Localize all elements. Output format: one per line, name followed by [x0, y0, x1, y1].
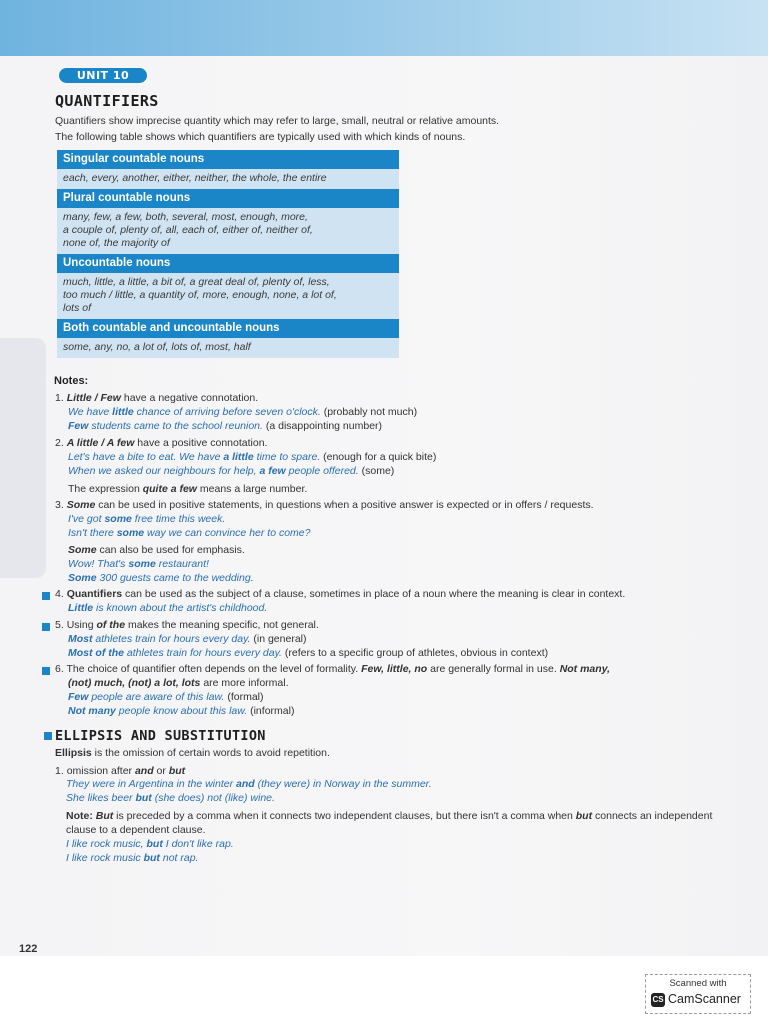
note-text: Using [66, 619, 97, 631]
note-term: Some [68, 544, 97, 556]
example-text: When we asked our neighbours for help, [68, 465, 260, 477]
note-3 [55, 499, 594, 512]
ellipsis-item-1 [55, 765, 185, 778]
note-text: can be used as the subject of a clause, sometimes in place of a noun where the meaning is clear in context. [125, 588, 626, 600]
section-term: but [168, 765, 186, 777]
example-keyword: Some [68, 572, 97, 584]
example-text: I like rock music [66, 852, 144, 864]
example-line [68, 406, 417, 419]
table-cell-line: much, little, a little, a bit of, a great deal of, plenty of, less, [63, 276, 330, 288]
example-keyword: Few [68, 691, 89, 703]
example-line [66, 838, 234, 851]
note-4 [55, 588, 625, 601]
note-label: Note: [66, 810, 96, 822]
note-number: 1. [55, 765, 64, 777]
example-keyword: a little [223, 451, 254, 463]
example-gloss: (probably not much) [320, 406, 418, 418]
example-line [68, 527, 310, 540]
example-gloss: (formal) [224, 691, 264, 703]
note-term: Not many, [559, 663, 611, 675]
table-cell-line: a couple of, plenty of, all, each of, either of, neither of, [63, 224, 313, 236]
example-text: Let's have a bite to eat. We have [68, 451, 224, 463]
example-gloss: (in general) [250, 633, 307, 645]
example-text: athletes train for hours every day. [92, 633, 251, 645]
note-text: are more informal. [200, 677, 289, 689]
unit-badge: UNIT 10 [59, 68, 147, 83]
note-term: Few, little, no [361, 663, 428, 675]
note-text: makes the meaning specific, not general. [125, 619, 319, 631]
example-text: students came to the school reunion. [88, 420, 263, 432]
note-2-expression [68, 483, 307, 496]
table-cell-uncountable [57, 273, 399, 319]
note-text: are generally formal in use. [427, 663, 560, 675]
table-header-both: Both countable and uncountable nouns [57, 319, 399, 338]
example-text: time to spare. [253, 451, 321, 463]
example-keyword: Few [68, 420, 89, 432]
example-text: chance of arriving before seven o'clock. [133, 406, 321, 418]
example-line [66, 778, 432, 791]
example-keyword: some [116, 527, 145, 539]
note-term: Some [66, 499, 96, 511]
quantifier-table [57, 150, 399, 358]
note-text: The expression [68, 483, 143, 495]
example-line [66, 852, 198, 865]
example-keyword: little [112, 406, 134, 418]
example-text: Isn't there [68, 527, 117, 539]
table-cell-line: each, every, another, either, neither, the whole, the entire [63, 172, 327, 184]
example-keyword: but [143, 852, 160, 864]
example-line [68, 420, 382, 433]
note-number: 5. [55, 619, 64, 631]
note-number: 2. [55, 437, 64, 449]
note-term: Little / Few [66, 392, 121, 404]
bullet-square-icon [42, 623, 50, 631]
note-1 [55, 392, 258, 405]
example-text: athletes train for hours every day. [124, 647, 282, 659]
note-6-line-2 [68, 677, 289, 690]
intro-line-1: Quantifiers show imprecise quantity which may refer to large, small, neutral or relative amounts. [55, 115, 500, 127]
intro-line-2: The following table shows which quantifiers are typically used with which kinds of nouns. [55, 131, 466, 143]
note-number: 6. [55, 663, 64, 675]
section-text: connects an independent [592, 810, 713, 822]
table-cell-line: none of, the majority of [63, 237, 170, 249]
example-keyword: some [128, 558, 156, 570]
note-text: can also be used for emphasis. [96, 544, 245, 556]
watermark-brand: CamScanner [668, 992, 741, 1006]
example-keyword: a few [259, 465, 286, 477]
section-text: is preceded by a comma when it connects two independent clauses, but there isn't a comma when [113, 810, 576, 822]
camscanner-logo-icon: CS [651, 993, 665, 1007]
note-term: of the [96, 619, 126, 631]
example-text: 300 guests came to the wedding. [96, 572, 254, 584]
example-gloss: (some) [358, 465, 395, 477]
section-title: ELLIPSIS AND SUBSTITUTION [55, 728, 266, 744]
example-text: We have [68, 406, 113, 418]
example-text: people know about this law. [115, 705, 248, 717]
table-header-uncountable: Uncountable nouns [57, 254, 399, 273]
section-intro [55, 747, 330, 760]
section-text: omission after [66, 765, 135, 777]
note-term: (not) much, (not) a lot, lots [68, 677, 201, 689]
ellipsis-note-line-2: clause to a dependent clause. [66, 824, 206, 836]
example-text: I like rock music, [66, 838, 147, 850]
example-keyword: but [146, 838, 163, 850]
example-line [68, 705, 294, 718]
side-thumb-tab [0, 338, 46, 578]
note-text: means a large number. [196, 483, 308, 495]
example-line [68, 602, 267, 615]
top-color-band [0, 0, 768, 56]
note-term: Quantifiers [66, 588, 123, 600]
example-line [68, 513, 225, 526]
example-text: is known about the artist's childhood. [93, 602, 268, 614]
page-title: QUANTIFIERS [55, 92, 159, 110]
table-cell-line: some, any, no, a lot of, lots of, most, half [63, 341, 251, 353]
bullet-square-icon [42, 667, 50, 675]
note-text: can be used in positive statements, in questions when a positive answer is expected or in offers / requests. [98, 499, 594, 511]
example-text: She likes beer [66, 792, 136, 804]
note-2 [55, 437, 267, 450]
watermark-caption: Scanned with [669, 978, 727, 989]
example-text: free time this week. [131, 513, 226, 525]
example-line [68, 691, 264, 704]
example-text: I've got [68, 513, 105, 525]
example-keyword: Most [68, 633, 93, 645]
notes-label: Notes: [54, 375, 89, 387]
example-keyword: Little [68, 602, 94, 614]
section-term: and [134, 765, 154, 777]
example-gloss: (enough for a quick bite) [320, 451, 437, 463]
example-text: restaurant! [155, 558, 209, 570]
example-text: I don't like rap. [162, 838, 234, 850]
example-text: They were in Argentina in the winter [66, 778, 237, 790]
note-6 [55, 663, 610, 676]
note-5 [55, 619, 319, 632]
ellipsis-note [66, 810, 712, 823]
table-cell-both [57, 338, 399, 358]
example-line [66, 792, 275, 805]
section-text: or [153, 765, 169, 777]
note-number: 4. [55, 588, 64, 600]
section-term: But [95, 810, 114, 822]
table-header-plural: Plural countable nouns [57, 189, 399, 208]
example-text: not rap. [159, 852, 199, 864]
table-cell-line: many, few, a few, both, several, most, enough, more, [63, 211, 308, 223]
table-cell-plural [57, 208, 399, 254]
example-text: Wow! That's [68, 558, 129, 570]
example-line [68, 572, 254, 585]
example-keyword: some [104, 513, 132, 525]
example-line [68, 633, 307, 646]
example-keyword: Not many [68, 705, 116, 717]
example-keyword: but [135, 792, 152, 804]
example-line [68, 451, 436, 464]
example-gloss: (a disappointing number) [262, 420, 383, 432]
camscanner-watermark [645, 974, 751, 1014]
example-text: (she does) not (like) wine. [151, 792, 275, 804]
table-cell-line: too much / little, a quantity of, more, enough, none, a lot of, [63, 289, 337, 301]
note-term: quite a few [142, 483, 197, 495]
section-text: is the omission of certain words to avoid repetition. [91, 747, 330, 759]
example-gloss: (refers to a specific group of athletes, obvious in context) [281, 647, 549, 659]
page-number: 122 [19, 943, 38, 955]
section-marker-icon [44, 732, 52, 740]
example-gloss: (informal) [247, 705, 295, 717]
example-text: way we can convince her to come? [144, 527, 311, 539]
example-line [68, 558, 209, 571]
section-term: but [575, 810, 593, 822]
note-3-emphasis [68, 544, 245, 557]
note-term: A little / A few [66, 437, 135, 449]
note-number: 1. [55, 392, 64, 404]
table-cell-line: lots of [63, 302, 92, 314]
note-text: have a negative connotation. [123, 392, 259, 404]
bullet-square-icon [42, 592, 50, 600]
example-line [68, 465, 394, 478]
example-keyword: and [236, 778, 255, 790]
example-keyword: Most of the [68, 647, 124, 659]
example-text: people are aware of this law. [88, 691, 225, 703]
note-number: 3. [55, 499, 64, 511]
table-cell-singular [57, 169, 399, 189]
note-text: The choice of quantifier often depends on the level of formality. [66, 663, 362, 675]
example-text: (they were) in Norway in the summer. [254, 778, 432, 790]
example-line [68, 647, 548, 660]
note-text: have a positive connotation. [137, 437, 268, 449]
section-term: Ellipsis [55, 747, 92, 759]
example-text: people offered. [285, 465, 359, 477]
table-header-singular: Singular countable nouns [57, 150, 399, 169]
